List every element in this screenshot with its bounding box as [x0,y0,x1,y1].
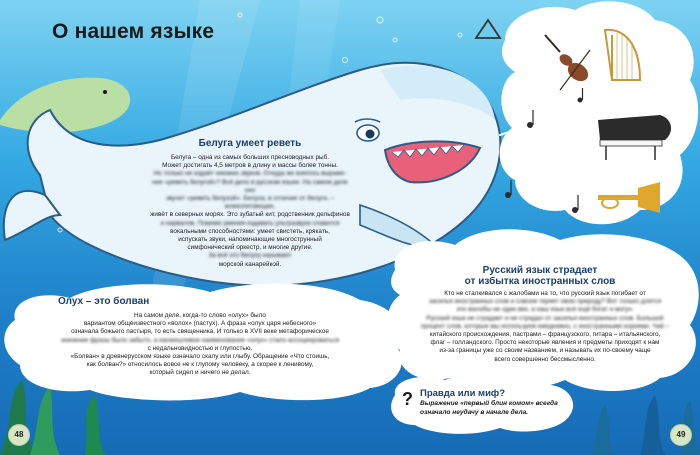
beluga-line: звучит «реветь белухой». Белуха, в отличие от белуги, – млекопитающее, [165,195,335,211]
beluga-line: Может достигать 4,5 метров в длину и массы более тонны. [162,162,338,170]
olukh-line: На самом деле, когда-то слово «олух» было [133,312,266,319]
beluga-line: симфонический оркестр, и многие другие. [187,244,313,252]
beluga-text [150,154,350,269]
russian-line: флаг – голландского. Просто некоторые явления и предметы приходят к нам [430,339,660,347]
russian-line: всего совершенно бессмысленно. [494,355,596,363]
russian-heading-1: Русский язык страдает [482,265,598,276]
russian-line: эти жалобы не один век, а наш язык всё ещё богат и могуч. [456,306,634,314]
olukh-heading: Олух – это болван [58,296,150,307]
beluga-line: Белуга – одна из самых больших пресноводных рыб. [170,154,330,161]
russian-line: засилья иностранных слов и совсем теряет свою природу? Вот только длятся [428,298,662,306]
myth-text-2: означало неудачу в начале дела. [420,409,529,416]
page-title: О нашем языке [52,20,215,43]
small-whale-icon [0,78,130,133]
beluga-line: ние «реветь белугой»? Всё дело в русском языке. На самом деле оно [152,178,348,194]
olukh-text [30,312,370,378]
beluga-heading: Белуга умеет реветь [198,138,302,149]
beluga-section [150,138,350,149]
russian-text [400,290,690,364]
olukh-line: как болван?» относилось вовсе не к глупому человеку, а скорее к ленивому, [86,361,314,369]
question-mark-icon: ? [402,389,413,409]
russian-line: китайского происхождения, пастрами – французского, гитара – итальянского, [429,331,661,339]
russian-line: процент слов, которые мы используем ежедневно, с иностранными корнями. Чай – [420,322,670,330]
myth-heading: Правда или миф? [420,388,506,399]
beluga-line: За всё это белуху называют [208,252,292,260]
page-number-left: 48 [8,424,30,446]
russian-line: из-за границы уже со своим названием, и называть их по-своему чаще [439,347,651,355]
russian-line: Кто не сталкивался с жалобами на то, что русский язык погибает от [444,290,646,297]
myth-text-1: Выражение «первый блин комом» всегда [420,400,558,407]
instruments-cloud [500,1,699,224]
russian-line: Русский язык не страдает и не страдал от засилья иностранных слов. Большой [426,314,664,322]
russian-heading-wrap [420,265,660,287]
beluga-line: морской канарейкой. [218,260,282,268]
beluga-line: живёт в северных морях. Это зубатый кит, родственник дельфинов [150,211,350,219]
olukh-line: значение фразы было забыто, а насмешливое наименование «олух» стало ассоциироваться [60,336,340,344]
triangle-icon [476,20,500,38]
olukh-line: который сидел и ничего не делал. [149,369,251,377]
olukh-line: с недальновидностью и глупостью. [147,344,253,352]
beluga-line: вокальными способностями: умеет свистеть, крякать, [170,227,330,235]
myth-section [420,388,580,417]
beluga-line: Но только не издаёт никаких звуков. Откуда же взялось выраже- [153,170,347,178]
page-number-right: 49 [670,424,692,446]
olukh-line: вариантом общеизвестного «волох» (пастух). А фраза «олух царя небесного» [83,320,317,328]
beluga-line: испускать звуки, напоминающие многострунный [178,236,322,244]
olukh-heading-wrap [58,296,149,307]
russian-heading-2: от избытка иностранных слов [464,276,616,287]
olukh-line: «Болван» в древнерусском языке означало скалу или глыбу. Обращение «Что стоишь, [70,353,330,361]
olukh-line: означала божьего пастыря, то есть священника. И только в XVII веке метафорическое [71,328,329,336]
beluga-line: и нарвалов. Помимо умения издавать ультразвуки славится [160,219,340,227]
